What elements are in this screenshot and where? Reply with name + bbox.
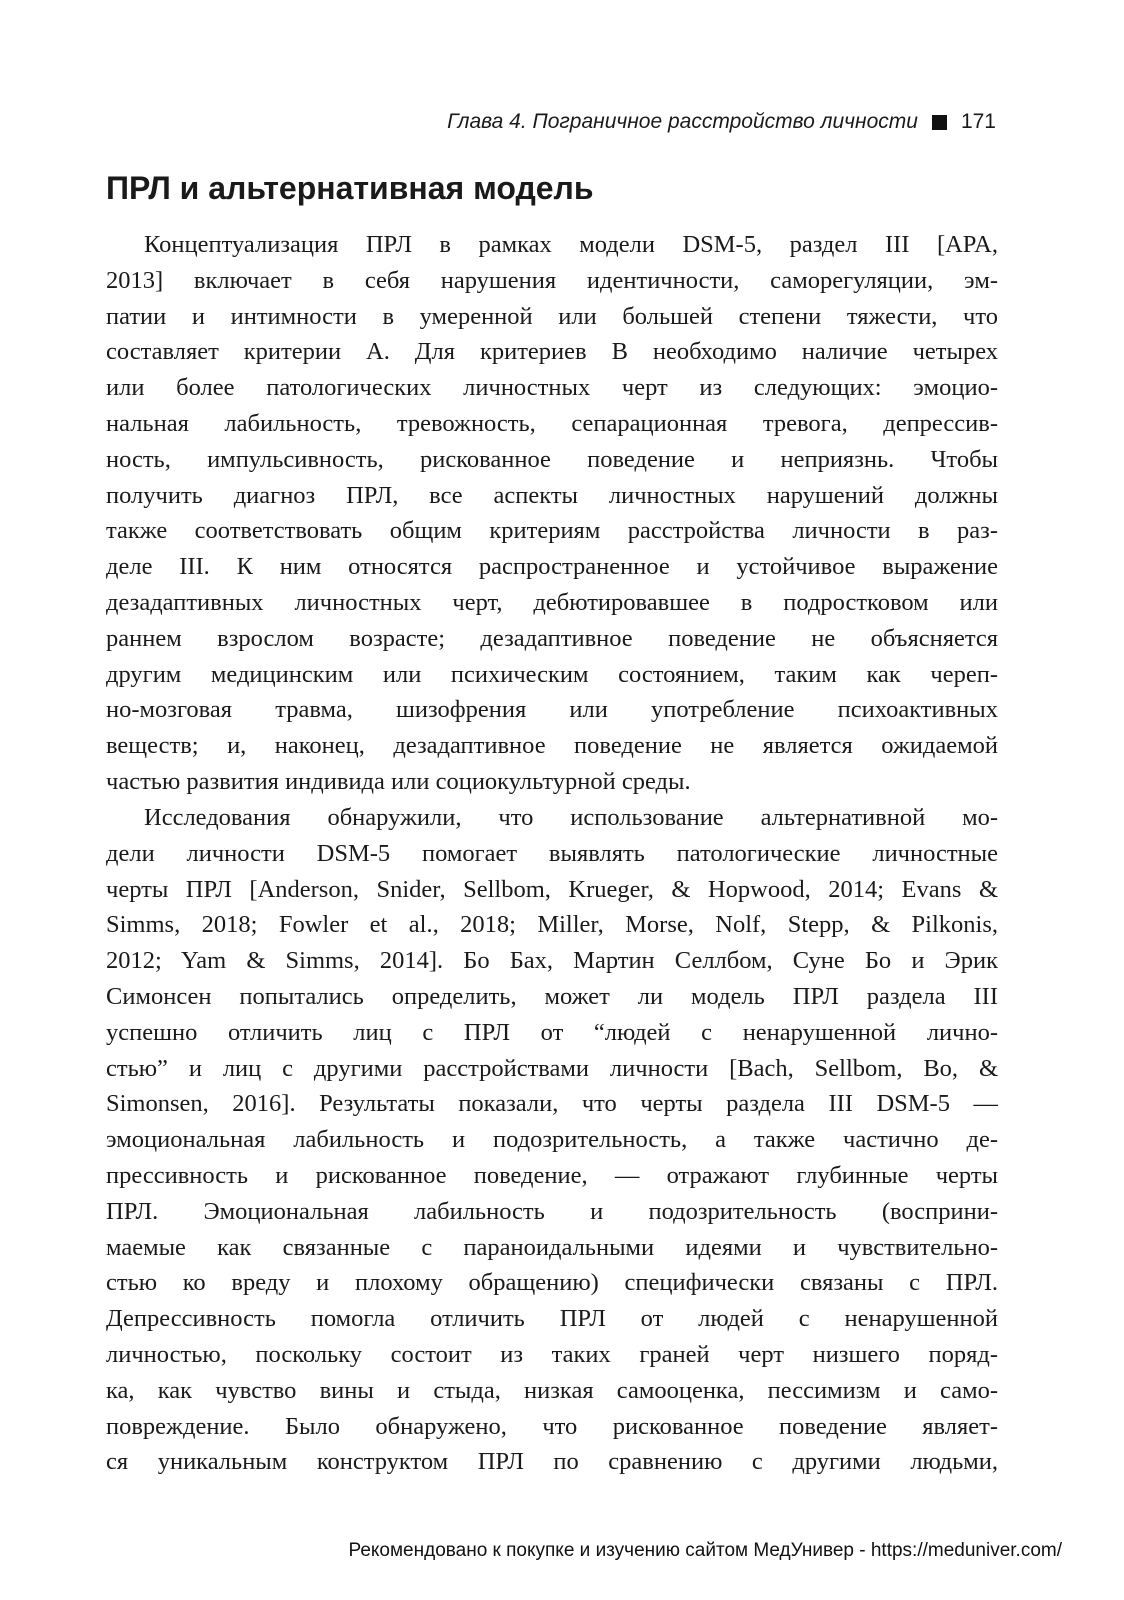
text-line: стью” и лиц с другими расстройствами личности [Bach, Sellbom, Bo, & [106, 1054, 998, 1082]
text-line: Концептуализация ПРЛ в рамках модели DSM-5, раздел III [APA, [144, 231, 998, 258]
text-line: личностью, поскольку состоит из таких граней черт низшего поряд- [106, 1340, 998, 1368]
text-line: нальная лабильность, тревожность, сепарационная тревога, депрессив- [106, 409, 998, 437]
square-bullet-icon [932, 115, 947, 130]
text-line: получить диагноз ПРЛ, все аспекты личностных нарушений должны [106, 481, 998, 509]
text-line: составляет критерии А. Для критериев В необходимо наличие четырех [106, 338, 998, 366]
running-header [447, 108, 996, 136]
text-line: но-мозговая травма, шизофрения или употребление психоактивных [106, 696, 998, 724]
text-line: ка, как чувство вины и стыда, низкая самооценка, пессимизм и само- [106, 1376, 998, 1404]
page-number: 171 [960, 110, 996, 133]
section-title: ПРЛ и альтернативная модель [106, 170, 594, 206]
text-line: ПРЛ. Эмоциональная лабильность и подозрительность (восприни- [106, 1197, 998, 1225]
text-line: другим медицинским или психическим состоянием, таким как череп- [106, 660, 998, 688]
text-line: или более патологических личностных черт из следующих: эмоцио- [106, 374, 998, 402]
text-line: Simms, 2018; Fowler et al., 2018; Miller, Morse, Nolf, Stepp, & Pilkonis, [106, 911, 998, 939]
text-line: деле III. К ним относятся распространенное и устойчивое выражение [106, 553, 998, 581]
text-line: также соответствовать общим критериям расстройства личности в раз- [106, 517, 998, 545]
text-line: Симонсен попытались определить, может ли модель ПРЛ раздела III [106, 982, 998, 1010]
text-line: ность, импульсивность, рискованное поведение и неприязнь. Чтобы [106, 445, 998, 473]
text-line: 2012; Yam & Simms, 2014]. Бо Бах, Мартин Селлбом, Суне Бо и Эрик [106, 947, 998, 975]
text-line: раннем взрослом возрасте; дезадаптивное поведение не объясняется [106, 624, 998, 652]
text-line: ся уникальным конструктом ПРЛ по сравнению с другими людьми, [106, 1448, 998, 1476]
text-line: прессивность и рискованное поведение, — отражают глубинные черты [106, 1161, 998, 1189]
text-line: частью развития индивида или социокультурной среды. [106, 767, 691, 795]
watermark-text: Рекомендовано к покупке и изучению сайтом МедУнивер - https://meduniver.com/ [348, 1540, 1062, 1561]
text-line: Депрессивность помогла отличить ПРЛ от людей с ненарушенной [106, 1305, 998, 1333]
paragraph-1 [106, 227, 998, 800]
text-line: эмоциональная лабильность и подозрительность, а также частично де- [106, 1126, 998, 1154]
text-line: Исследования обнаружили, что использование альтернативной мо- [144, 804, 998, 831]
text-line: дезадаптивных личностных черт, дебютировавшее в подростковом или [106, 588, 998, 616]
text-line: Simonsen, 2016]. Результаты показали, что черты раздела III DSM-5 — [106, 1090, 998, 1118]
text-line: повреждение. Было обнаружено, что рискованное поведение являет- [106, 1412, 998, 1440]
paragraph-2 [106, 800, 998, 1480]
text-line: дели личности DSM-5 помогает выявлять патологические личностные [106, 839, 998, 867]
text-line: черты ПРЛ [Anderson, Snider, Sellbom, Krueger, & Hopwood, 2014; Evans & [106, 875, 998, 903]
text-line: маемые как связанные с параноидальными идеями и чувствительно- [106, 1233, 998, 1261]
text-line: 2013] включает в себя нарушения идентичности, саморегуляции, эм- [106, 266, 998, 294]
text-line: успешно отличить лиц с ПРЛ от “людей с ненарушенной лично- [106, 1018, 998, 1046]
text-line: патии и интимности в умеренной или большей степени тяжести, что [106, 302, 998, 330]
chapter-title: Глава 4. Пограничное расстройство личности [447, 110, 918, 133]
text-line: стью ко вреду и плохому обращению) специфически связаны с ПРЛ. [106, 1269, 998, 1297]
text-line: веществ; и, наконец, дезадаптивное поведение не является ожидаемой [106, 732, 998, 760]
